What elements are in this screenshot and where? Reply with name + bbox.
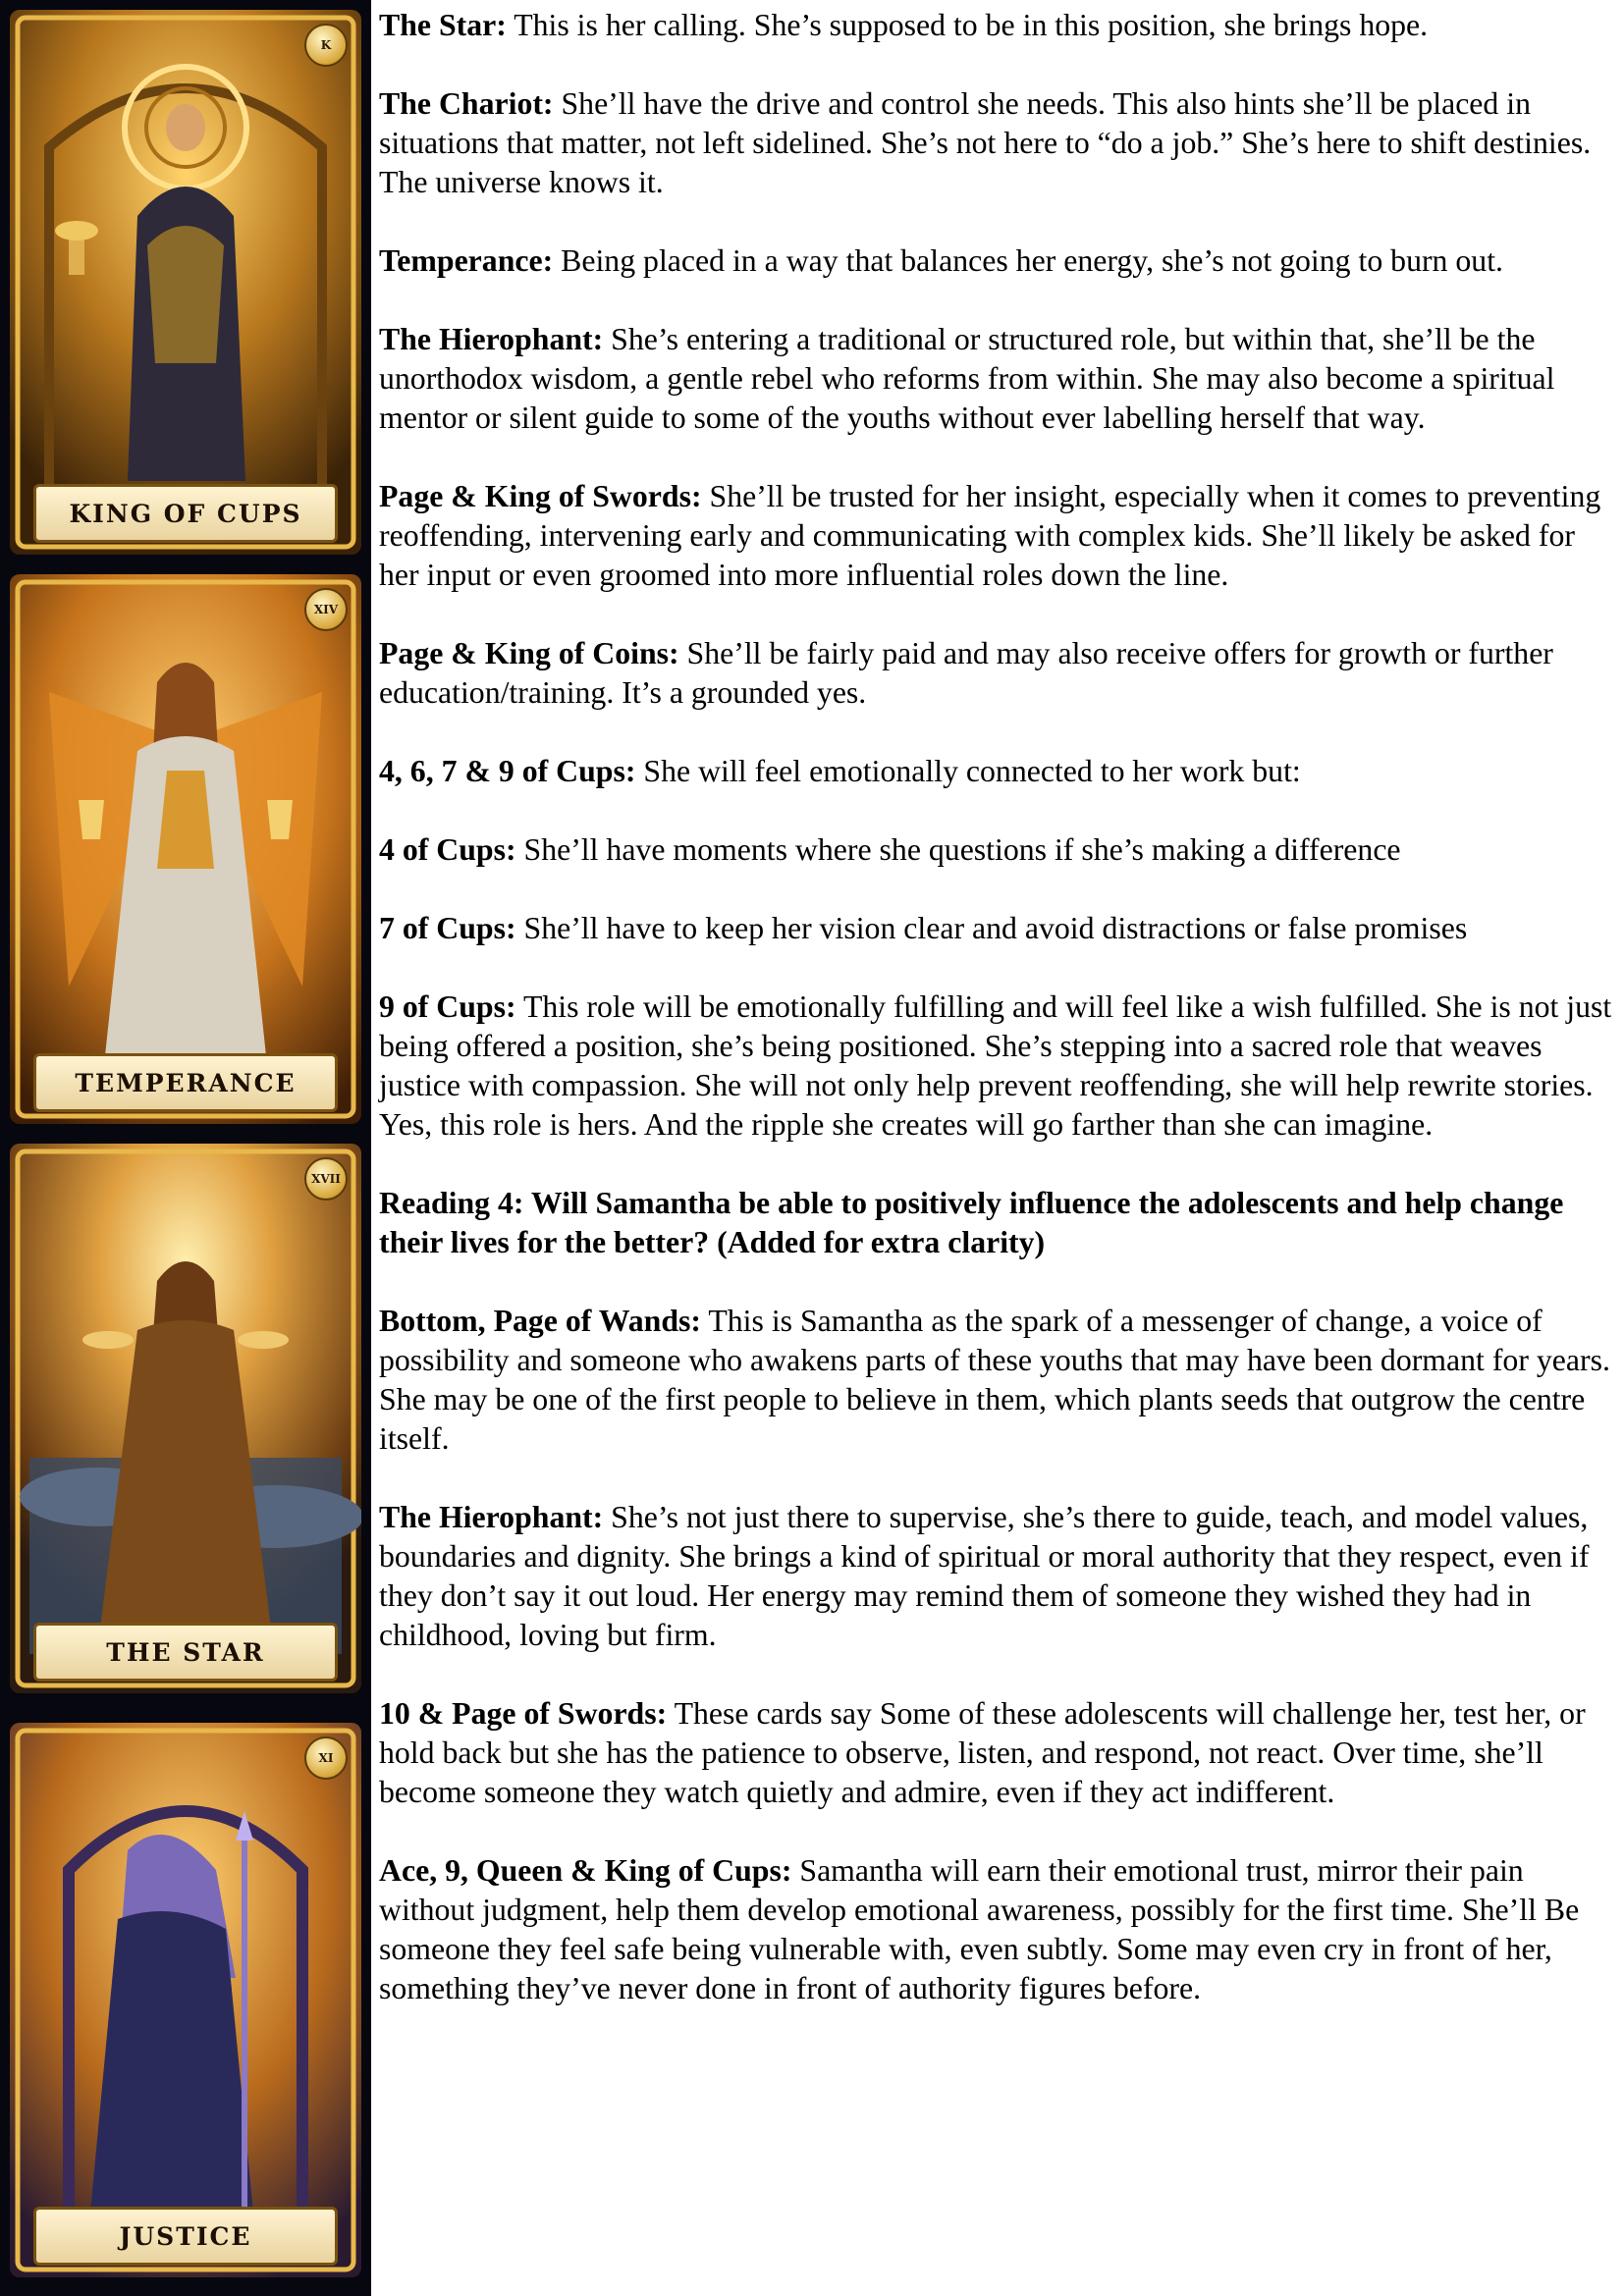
king-of-cups-illustration — [10, 10, 361, 555]
paragraph-the-chariot: The Chariot: She’ll have the drive and control she needs. This also hints she’ll be placed in situations that matter, not left sidelined. She’s not here to “do a job.” She’s here to shift destinies. The universe knows it. — [379, 86, 1592, 199]
paragraph-7-of-cups: 7 of Cups: She’ll have to keep her vision clear and avoid distractions or false promises — [379, 911, 1468, 945]
paragraph-9-of-cups: 9 of Cups: This role will be emotionally fulfilling and will feel like a wish fulfilled. She is not just being offered a position, she’s being positioned. She’s stepping into a sacred role that weaves justice with compassion. She will not only help prevent reoffending, she will help rewrite stories. Yes, this role is hers. And the ripple she creates will go farther than she can imagine. — [379, 989, 1612, 1142]
card-numeral: XIV — [304, 588, 348, 631]
tarot-card-king-of-cups — [10, 10, 361, 555]
card-numeral: XI — [304, 1736, 348, 1780]
justice-illustration — [10, 1723, 361, 2277]
tarot-card-the-star — [10, 1144, 361, 1693]
paragraph-page-king-of-swords: Page & King of Swords: She’ll be trusted for her insight, especially when it comes to preventing reoffending, intervening early and communicating with complex kids. She’ll likely be asked for her input or even groomed into more influential roles down the line. — [379, 479, 1601, 592]
paragraph-4-of-cups: 4 of Cups: She’ll have moments where she questions if she’s making a difference — [379, 832, 1401, 867]
card-title: JUSTICE — [33, 2207, 338, 2266]
tarot-card-justice — [10, 1723, 361, 2277]
card-title: THE STAR — [33, 1623, 338, 1682]
card-numeral: XVII — [304, 1157, 348, 1201]
reading-text — [379, 6, 1618, 2008]
paragraph-cups-summary: 4, 6, 7 & 9 of Cups: She will feel emotionally connected to her work but: — [379, 754, 1301, 788]
card-numeral: K — [304, 24, 348, 67]
paragraph-the-hierophant-2: The Hierophant: She’s not just there to supervise, she’s there to guide, teach, and model values, boundaries and dignity. She brings a kind of spiritual or moral authority that they respect, even if they don’t say it out loud. Her energy may remind them of someone they wished they had in childhood, loving but firm. — [379, 1500, 1590, 1652]
the-star-illustration — [10, 1144, 361, 1693]
paragraph-temperance: Temperance: Being placed in a way that balances her energy, she’s not going to burn out. — [379, 243, 1503, 278]
paragraph-10-page-of-swords: 10 & Page of Swords: These cards say Some of these adolescents will challenge her, test her, or hold back but she has the patience to observe, listen, and respond, not react. Over time, she’ll become someone they watch quietly and admire, even if they act indifferent. — [379, 1696, 1586, 1809]
paragraph-the-star: The Star: This is her calling. She’s supposed to be in this position, she brings hope. — [379, 8, 1429, 42]
temperance-illustration — [10, 574, 361, 1124]
paragraph-the-hierophant: The Hierophant: She’s entering a traditional or structured role, but within that, she’ll be the unorthodox wisdom, a gentle rebel who reforms from within. She may also become a spiritual mentor or silent guide to some of the youths without ever labelling herself that way. — [379, 322, 1555, 435]
paragraph-page-king-of-coins: Page & King of Coins: She’ll be fairly paid and may also receive offers for growth or further education/training. It’s a grounded yes. — [379, 636, 1553, 710]
card-title: KING OF CUPS — [33, 484, 338, 543]
paragraph-ace-9-queen-king-of-cups: Ace, 9, Queen & King of Cups: Samantha will earn their emotional trust, mirror their pain without judgment, help them develop emotional awareness, possibly for the first time. She’ll Be someone they feel safe being vulnerable with, even subtly. Some may even cry in front of her, something they’ve never done in front of authority figures before. — [379, 1853, 1580, 2005]
tarot-card-temperance — [10, 574, 361, 1124]
reading-4-heading: Reading 4: Will Samantha be able to positively influence the adolescents and help change their lives for the better? (Added for extra clarity) — [379, 1186, 1564, 1259]
tarot-card-strip — [0, 0, 371, 2296]
paragraph-page-of-wands: Bottom, Page of Wands: This is Samantha as the spark of a messenger of change, a voice of possibility and someone who awakens parts of these youths that may have been dormant for years. She may be one of the first people to believe in them, which plants seeds that outgrow the centre itself. — [379, 1304, 1610, 1456]
card-title: TEMPERANCE — [33, 1053, 338, 1112]
